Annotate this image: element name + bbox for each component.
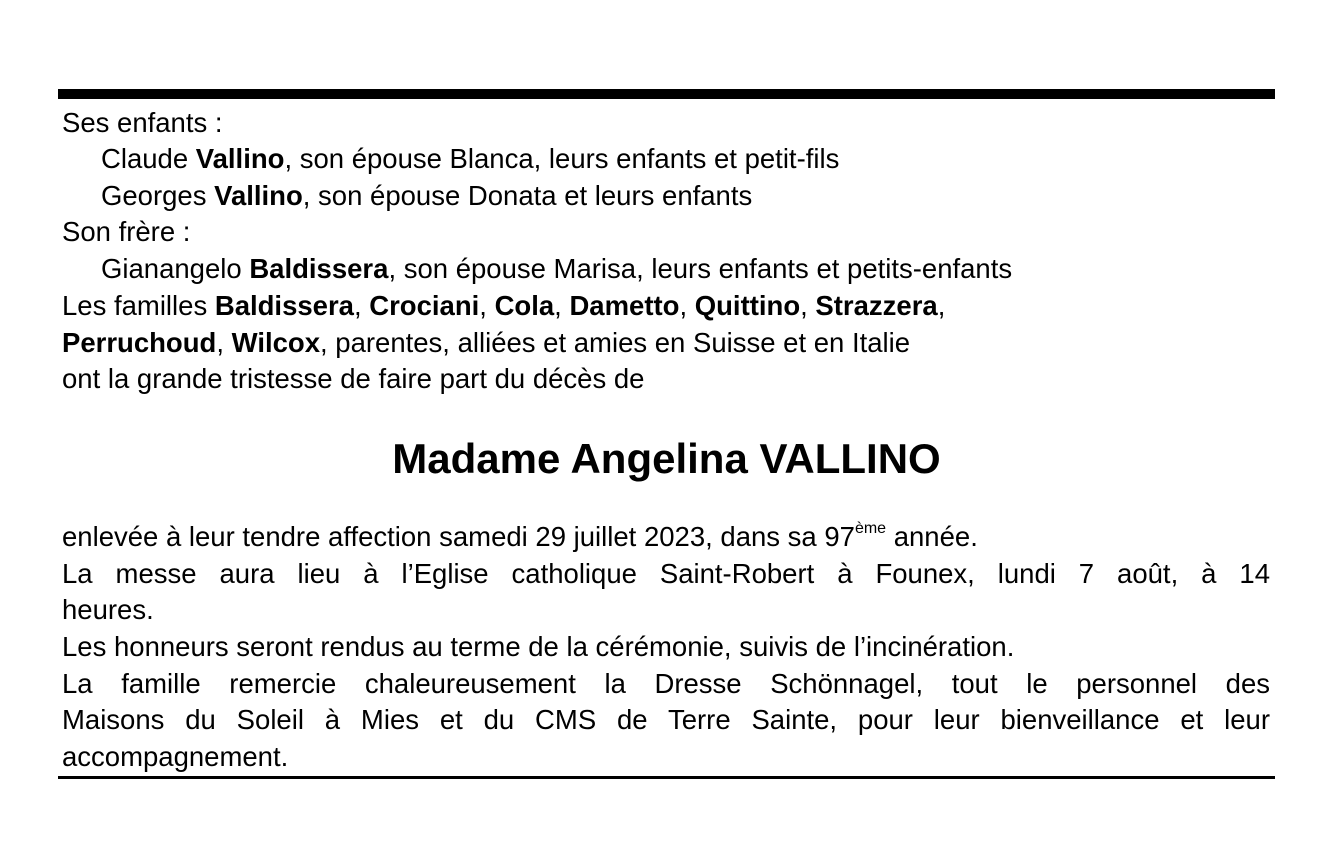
brother-details: , son épouse Marisa, leurs enfants et petits-enfants <box>388 253 1013 284</box>
thanks-line-3: accompagnement. <box>62 741 289 772</box>
child-surname: Vallino <box>214 180 303 211</box>
brother-line <box>101 252 1012 286</box>
deceased-name: Madame Angelina VALLINO <box>392 435 941 482</box>
families-suffix: , parentes, alliées et amies en Suisse et en Italie <box>320 327 911 358</box>
thanks-line-2: Maisons du Soleil à Mies et du CMS de Terre Sainte, pour leur bienveillance et leur <box>62 704 1270 735</box>
brother-surname: Baldissera <box>249 253 389 284</box>
brother-heading: Son frère : <box>62 216 191 247</box>
brother-first-name: Gianangelo <box>101 253 250 284</box>
family-name: Baldissera <box>214 290 354 321</box>
child-surname: Vallino <box>195 143 285 174</box>
family-name: Perruchoud <box>62 327 217 358</box>
family-name: Quittino <box>694 290 801 321</box>
family-name: Wilcox <box>231 327 320 358</box>
families-line-2: Perruchoud, Wilcox, parentes, alliées et amies en Suisse et en Italie <box>62 327 911 358</box>
death-line <box>62 520 978 554</box>
bottom-rule <box>58 776 1275 779</box>
child-first-name: Georges <box>101 180 215 211</box>
top-rule <box>58 89 1275 99</box>
families-prefix: Les familles <box>62 290 215 321</box>
ordinal-suffix: ème <box>854 520 887 537</box>
children-heading: Ses enfants : <box>62 107 223 138</box>
child-details: , son épouse Blanca, leurs enfants et petit-fils <box>284 143 840 174</box>
child-line-georges <box>101 179 752 213</box>
announcement: ont la grande tristesse de faire part du décès de <box>62 363 645 394</box>
death-end: année. <box>886 521 978 552</box>
child-details: , son épouse Donata et leurs enfants <box>302 180 753 211</box>
child-line-claude <box>101 142 839 176</box>
thanks-line-1: La famille remercie chaleureusement la Dresse Schönnagel, tout le personnel des <box>62 668 1270 699</box>
family-name: Strazzera <box>815 290 938 321</box>
mass-line-2: heures. <box>62 594 154 625</box>
family-name: Cola <box>494 290 555 321</box>
death-text: enlevée à leur tendre affection samedi 29 juillet 2023, dans sa 97 <box>62 521 855 552</box>
family-name: Dametto <box>569 290 680 321</box>
child-first-name: Claude <box>101 143 196 174</box>
honours-line: Les honneurs seront rendus au terme de la cérémonie, suivis de l’incinération. <box>62 631 1015 662</box>
families-line-1: Les familles Baldissera, Crociani, Cola, Dametto, Quittino, Strazzera, <box>62 290 946 321</box>
family-name: Crociani <box>369 290 480 321</box>
mass-line-1: La messe aura lieu à l’Eglise catholique Saint-Robert à Founex, lundi 7 août, à 14 <box>62 558 1270 589</box>
